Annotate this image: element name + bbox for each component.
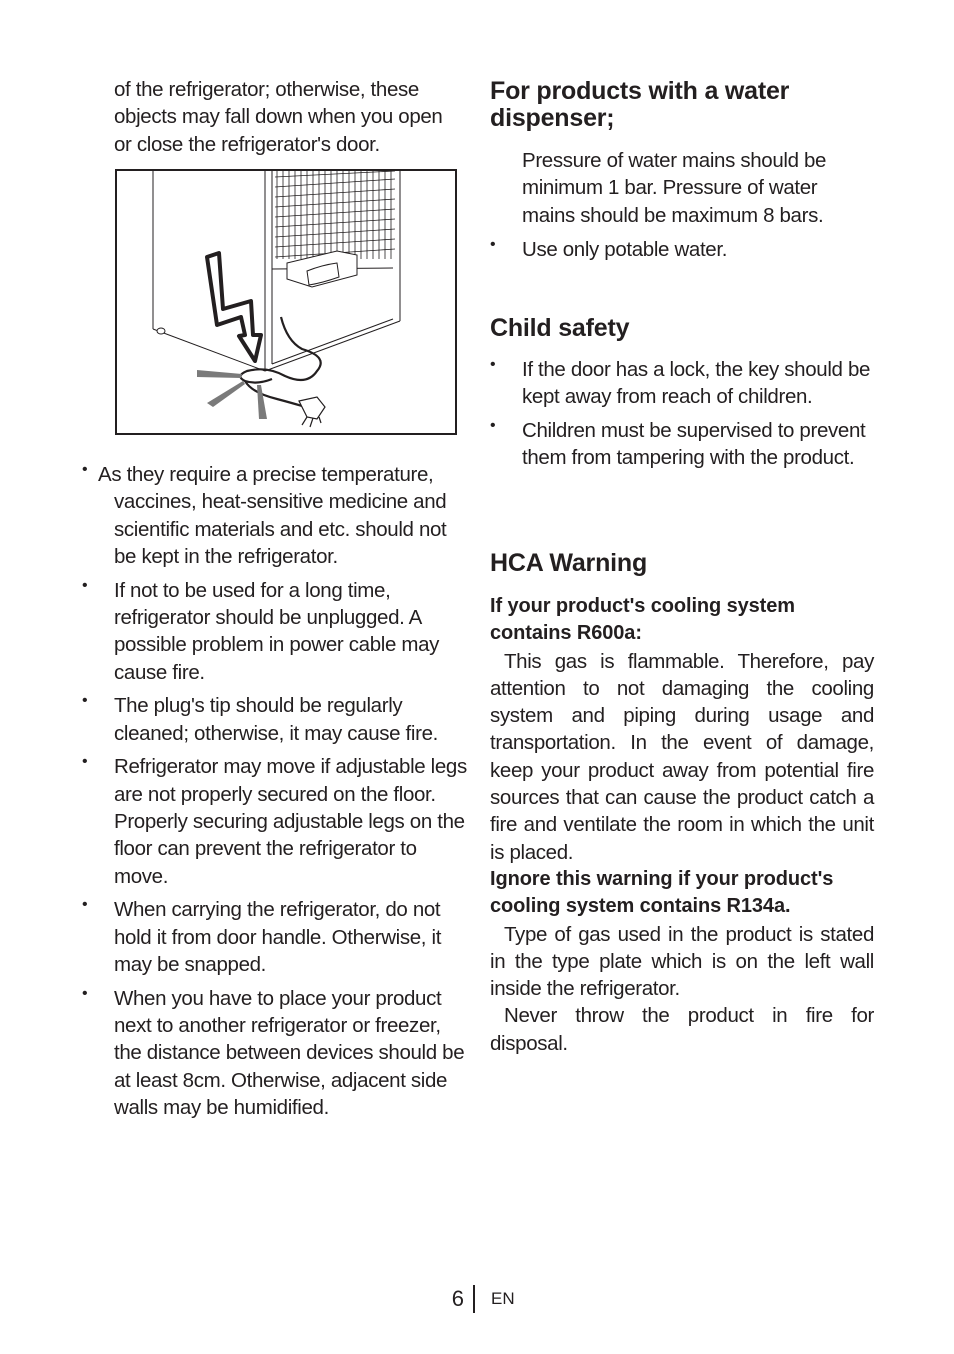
list-item-text: When you have to place your product next to another refrigerator or freezer, the distance between devices should be at least 8cm. Otherwise, adjacent side walls may be humidified.: [114, 986, 465, 1120]
disposal-paragraph: Never throw the product in fire for disposal.: [490, 1004, 874, 1055]
section-heading: Child safety: [490, 314, 630, 342]
power-cable-warning-illustration: [115, 169, 457, 435]
list-item-text: vaccines, heat-sensitive medicine and scientific materials and etc. should not be kept in the refrigerator.: [114, 490, 447, 568]
bullet-dot: •: [82, 576, 88, 594]
language-code: EN: [491, 1289, 515, 1308]
hca-warning-section: [490, 550, 874, 1057]
bullet-dot: •: [82, 692, 88, 710]
child-safety-section: [490, 315, 874, 478]
list-item-text: Children must be supervised to prevent them from tampering with the product.: [522, 419, 866, 470]
water-pressure-paragraph: Pressure of water mains should be minimum 1 bar. Pressure of water mains should be maximum 8 bars.: [522, 149, 827, 227]
section-heading: For products with a water dispenser;: [490, 77, 790, 132]
section-heading: HCA Warning: [490, 549, 648, 577]
gas-type-paragraph: Type of gas used in the product is stated in the type plate which is on the left wall inside the refrigerator.: [490, 922, 874, 1001]
list-item-text: When carrying the refrigerator, do not hold it from door handle. Otherwise, it may be snapped.: [114, 898, 442, 977]
bullet-dot: •: [490, 356, 496, 373]
bullet-dot: •: [490, 417, 496, 435]
list-item: [82, 461, 467, 570]
page-footer: [440, 1284, 515, 1314]
list-item: [490, 236, 874, 263]
list-item: [490, 356, 874, 411]
list-item: [82, 985, 467, 1121]
water-dispenser-section: [490, 78, 874, 270]
list-item-lead: As they require a precise temperature,: [98, 463, 434, 486]
list-item: [82, 753, 467, 889]
impact-rays: [197, 370, 267, 419]
list-item-text: If the door has a lock, the key should be kept away from reach of children.: [522, 358, 871, 409]
lightning-arrow-icon: [207, 253, 261, 361]
list-item: [82, 692, 467, 747]
list-item-text: The plug's tip should be regularly cleaned; otherwise, it may cause fire.: [114, 694, 438, 745]
bullet-dot: •: [82, 984, 88, 1002]
plug-icon: [299, 397, 325, 427]
condenser-coil: [275, 171, 395, 259]
bullet-dot: •: [82, 753, 88, 771]
intro-paragraph: of the refrigerator; otherwise, these objects may fall down when you open or close the refrigerator's door.: [114, 78, 443, 156]
r600a-paragraph: This gas is flammable. Therefore, pay attention to not damaging the cooling system and piping during usage and transportation. In the event of damage, keep your product away from potential fire sources that can cause the product catch a fire and ventilate the room in which the unit is placed.: [490, 649, 874, 864]
list-item: [490, 417, 874, 472]
compressor-box: [287, 251, 357, 287]
safety-bullet-list: [82, 461, 467, 1128]
page-number: 6: [451, 1286, 464, 1311]
list-item-text: Refrigerator may move if adjustable legs are not properly secured on the floor. Properly securing adjustable legs on the floor can prevent the refrigerator to move.: [114, 755, 467, 888]
bullet-dot: •: [82, 896, 88, 914]
r134a-subheading: Ignore this warning if your product's cooling system contains R134a.: [490, 867, 834, 918]
list-item: [82, 577, 467, 686]
refrigerator-cable-drawing: [117, 171, 455, 433]
footer-divider: [473, 1285, 475, 1313]
list-item-text: If not to be used for a long time, refrigerator should be unplugged. A possible problem in power cable may cause fire.: [114, 578, 440, 684]
list-item: [82, 896, 467, 978]
adjustable-leg: [157, 328, 165, 334]
bullet-dot: •: [82, 461, 88, 478]
list-item-text: Use only potable water.: [522, 237, 728, 261]
bullet-dot: •: [490, 235, 496, 253]
r600a-subheading: If your product's cooling system contains R600a:: [490, 595, 795, 645]
